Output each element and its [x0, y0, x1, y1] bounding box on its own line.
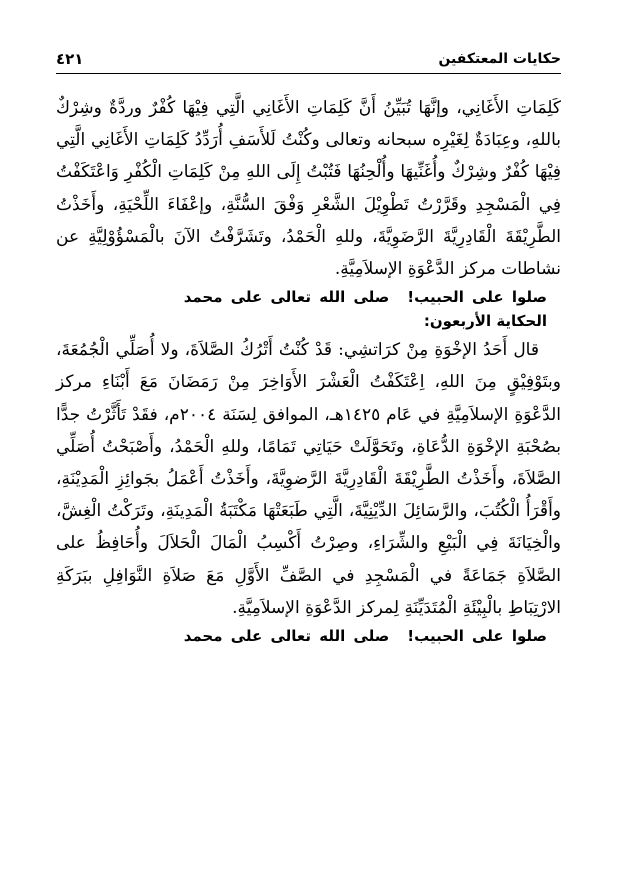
salawat-response: صلى الله تعالى على محمد — [183, 288, 390, 307]
running-title: حكايات المعتكفين — [438, 51, 561, 67]
salawat-response: صلى الله تعالى على محمد — [183, 627, 390, 646]
story-title: الحكاية الأربعون: — [423, 312, 547, 331]
salawat-line — [56, 624, 561, 648]
header-divider — [56, 73, 561, 74]
salawat-call: صلوا على الحبيب! — [407, 288, 547, 307]
story-continuation-paragraph: كَلِمَاتِ الأَغَانِي، وإنَّهَا تُبَيِّنُ أَنَّ كَلِمَاتِ الأَغَانِي الَّتِي فِيْهَا كُفْرٌ وردَّةٌ وشِرْكٌ باللهِ، وعِبَادَةٌ لِغَيْرِه سبحانه وتعالى وكُنْتُ لَلأَسَفِ أُرَدِّدُ كَلِمَاتِ الأَغَانِي الَّتِي فِيْهَا كُفْرٌ وشِرْكٌ وأُغَنِّيهَا وأُلْحِنُهَا فَتُبْتُ إِلَى اللهِ مِنْ كَلِمَاتِ الْكُفْرِ وَاعْتَكَفْتُ فِي الْمَسْجِدِ وقَرَّرْتُ تَطْوِيْلَ الشَّعْرِ وَفْقَ السُّنَّةِ، وإعْفَاءَ اللِّحْيَةِ، وأَخَذْتُ الطَّرِيْقَةَ الْقَادِرِيَّةَ الرَّضَوِيَّةَ، وللهِ الْحَمْدُ، وتَشَرَّفْتُ الآنَ بالْمَسْؤُوْلِيَّةِ عن نشاطات مركز الدَّعْوَةِ الإسلاَمِيَّةِ. — [56, 98, 561, 280]
salawat-call: صلوا على الحبيب! — [407, 627, 547, 646]
story-paragraph: قال أَحَدُ الإخْوَةِ مِنْ كرَاتشِي: قَدْ كُنْتُ أَتْرُكُ الصَّلاَةَ، ولا أُصَلِّي الْجُمُعَةَ، وبتَوْفِيْقٍ مِنَ اللهِ، اِعْتَكَفْتُ الْعَشْرَ الأَوَاخِرَ مِنْ رَمَضَانَ مَعَ أَبْنَاءِ مركز الدَّعْوَةِ الإسلاَمِيَّةِ في عَام ١٤٢٥هـ، الموافق لِسَنَة ٢٠٠٤م، فقَدْ تَأَثَّرْتُ جدًّا بصُحْبَةِ الإخْوَةِ الدُّعَاةِ، وتَحَوَّلَتْ حَيَاتِي تَمَامًا، وللهِ الْحَمْدُ، وأَصْبَحْتُ أُصَلِّي الصَّلاَةَ، وأَخَذْتُ الطَّرِيْقَةَ الْقَادِرِيَّةَ الرَّضوِيَّةَ، وأَخَذْتُ أَعْمَلُ بجَوائِزِ الْمَدِيْنَةِ، وأَقْرَأُ الْكُتُبَ، والرَّسَائِلَ الدِّيْنِيَّةَ، الَّتِي طَبَعَتْهَا مَكْتَبَةُ الْمَدِينَةِ، وتَرَكْتُ الْغِشَّ، والْخِيَانَةَ فِي الْبَيْعِ والشِّرَاءِ، وصِرْتُ أَكْسِبُ الْمَالَ الْحَلاَلَ وأُحَافِظُ على الصَّلاَةِ جَمَاعَةً في الْمَسْجِدِ في الصَّفِّ الأَوَّلِ مَعَ صَلاَةِ النَّوَافِلِ ببَرَكَةِ الارْتِبَاطِ بالْبِيْئَةِ الْمُتَدَيِّنَةِ لِمركز الدَّعْوَةِ الإسلاَمِيَّةِ. — [56, 340, 561, 618]
page-number: ٤٢١ — [56, 50, 84, 68]
page-header — [56, 48, 561, 70]
salawat-line — [56, 285, 561, 309]
page-body — [56, 92, 561, 648]
